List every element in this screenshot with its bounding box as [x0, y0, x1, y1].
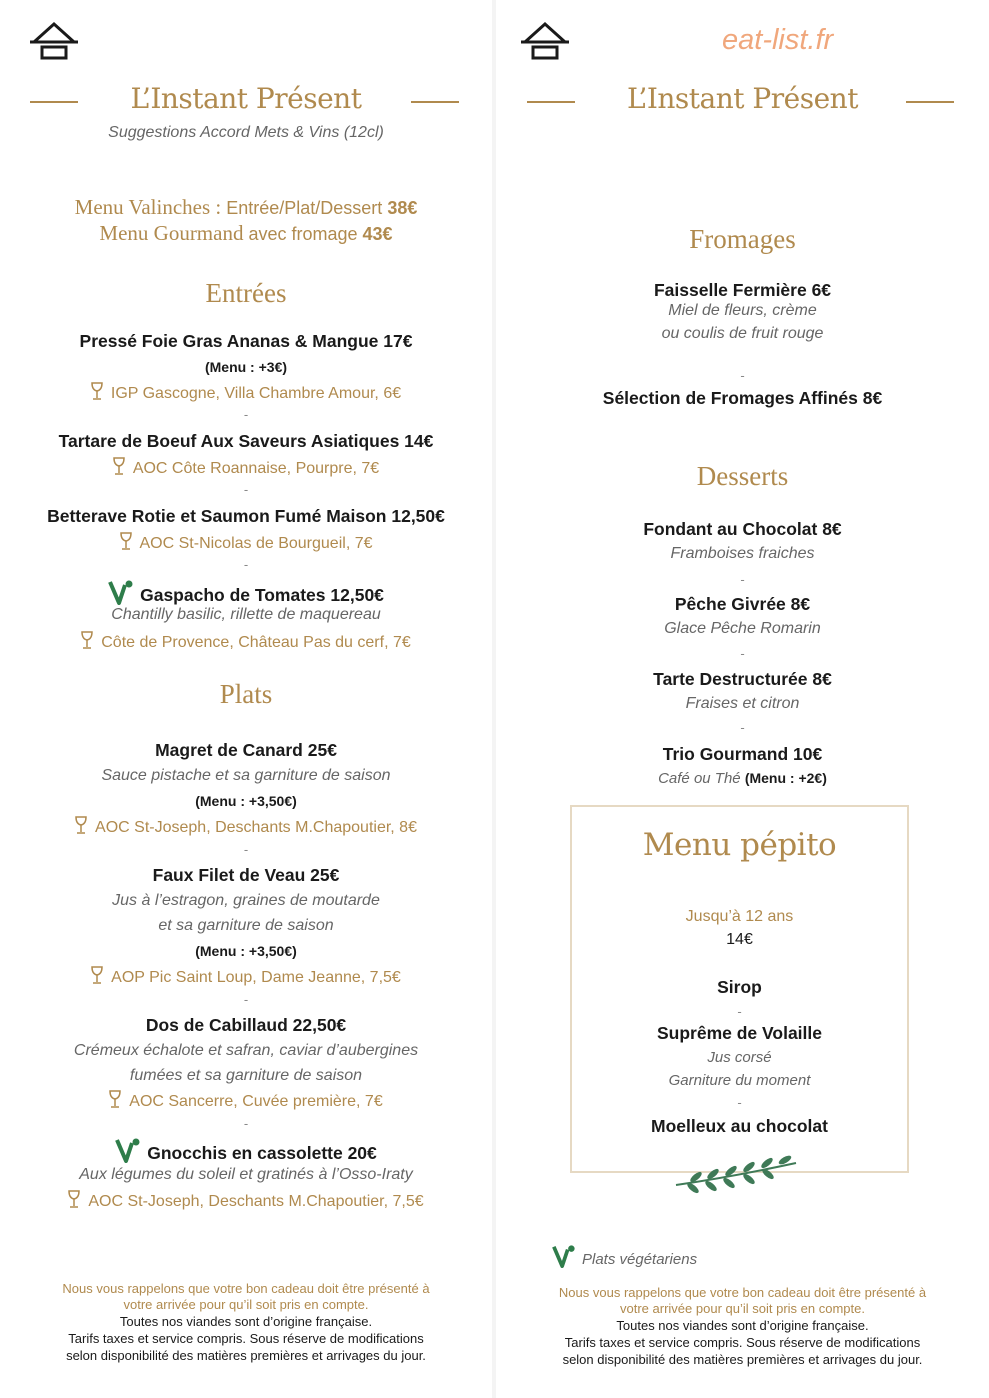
wine-glass-icon — [91, 966, 103, 984]
section-title-fromages: Fromages — [689, 224, 796, 254]
menu-valinches-desc: Entrée/Plat/Dessert — [221, 198, 388, 218]
fromage-name: Sélection de Fromages Affinés 8€ — [602, 388, 883, 408]
fromage-name: Faisselle Fermière 6€ — [653, 280, 832, 300]
wine-glass-icon — [113, 457, 125, 475]
vegetarian-icon — [108, 579, 134, 605]
dish-description: Café ou Thé — [658, 770, 745, 787]
wine-glass-icon — [75, 816, 87, 834]
title-rule-right — [906, 101, 954, 103]
wine-label: AOC St-Joseph, Deschants M.Chapoutier, 8€ — [95, 819, 417, 836]
footer-tax-line1: Tarifs taxes et service compris. Sous réserve de modifications — [564, 1335, 921, 1350]
plat-name: Faux Filet de Veau 25€ — [152, 865, 340, 885]
watermark: eat-list.fr — [722, 24, 834, 56]
footer-gift-line2: votre arrivée pour qu’il soit pris en compte. — [620, 1301, 865, 1316]
dish-description: Jus corsé — [707, 1049, 772, 1066]
pepito-item: Moelleux au chocolat — [651, 1116, 828, 1136]
pepito-item: Sirop — [717, 977, 762, 997]
plat-name: Magret de Canard 25€ — [155, 740, 337, 760]
page-title: L’Instant Présent — [627, 82, 858, 115]
separator: - — [737, 1004, 742, 1019]
separator: - — [740, 646, 745, 661]
dish-description: Jus à l’estragon, graines de moutarde — [112, 892, 380, 909]
menu-gourmand-line — [0, 221, 492, 246]
entree-name: Tartare de Boeuf Aux Saveurs Asiatiques 14€ — [58, 431, 434, 451]
menu-valinches-name: Menu Valinches : — [74, 195, 222, 219]
wine-label: Côte de Provence, Château Pas du cerf, 7€ — [101, 634, 411, 651]
separator: - — [243, 482, 249, 497]
separator: - — [737, 1095, 742, 1110]
footer-gift-line1: Nous vous rappelons que votre bon cadeau doit être présenté à — [62, 1281, 430, 1296]
footer-origin: Toutes nos viandes sont d’origine française. — [616, 1318, 869, 1333]
menu-gourmand-name: Menu Gourmand — [99, 221, 244, 245]
plat-name: Dos de Cabillaud 22,50€ — [145, 1015, 347, 1035]
dessert-description-line — [496, 770, 989, 788]
dessert-name: Fondant au Chocolat 8€ — [643, 519, 842, 539]
pepito-title: Menu pépito — [642, 827, 837, 863]
footer-notice — [0, 1281, 492, 1364]
wine-pairing — [0, 1190, 492, 1211]
entree-name-vegetarian — [0, 579, 492, 606]
wine-label: AOC St-Joseph, Deschants M.Chapoutier, 7,5€ — [88, 1193, 424, 1210]
dessert-name: Trio Gourmand 10€ — [662, 744, 823, 764]
wine-pairing — [0, 457, 492, 478]
dish-description: Glace Pêche Romarin — [664, 620, 821, 637]
separator: - — [740, 720, 745, 735]
dish-description-line2: et sa garniture de saison — [158, 917, 334, 934]
vegetarian-icon — [115, 1137, 141, 1163]
menu-valinches-price: 38€ — [387, 198, 418, 218]
house-logo-icon — [521, 20, 569, 60]
footer-origin: Toutes nos viandes sont d’origine française. — [119, 1314, 373, 1329]
section-title-plats: Plats — [219, 679, 273, 709]
wine-pairing — [0, 382, 492, 403]
wine-label: AOC Sancerre, Cuvée première, 7€ — [129, 1093, 383, 1110]
dessert-name: Pêche Givrée 8€ — [674, 594, 811, 614]
dessert-menu-supplement: (Menu : +2€) — [744, 770, 827, 786]
dessert-name: Tarte Destructurée 8€ — [653, 669, 832, 689]
wine-glass-icon — [109, 1090, 121, 1108]
dish-description-line2: ou coulis de fruit rouge — [661, 325, 824, 342]
footer-gift-line1: Nous vous rappelons que votre bon cadeau doit être présenté à — [558, 1285, 927, 1300]
menu-pepito-box — [570, 805, 909, 1173]
separator: - — [740, 572, 745, 587]
wine-pairing — [0, 532, 492, 553]
footer-tax-line2: selon disponibilité des matières premières et arrivages du jour. — [66, 1348, 426, 1363]
page-title: L’Instant Présent — [130, 82, 362, 115]
separator: - — [243, 992, 249, 1007]
wine-pairing — [0, 816, 492, 837]
section-title-entrees: Entrées — [205, 278, 287, 308]
page-subtitle: Suggestions Accord Mets & Vins (12cl) — [108, 124, 384, 141]
separator: - — [243, 842, 249, 857]
dish-description-line2: fumées et sa garniture de saison — [129, 1067, 363, 1084]
footer-gift-line2: votre arrivée pour qu’il soit pris en compte. — [123, 1297, 369, 1312]
dish-description: Framboises fraiches — [670, 545, 815, 562]
separator: - — [740, 368, 745, 383]
left-menu-page — [0, 0, 492, 1398]
dish-description: Miel de fleurs, crème — [668, 302, 817, 319]
menu-gourmand-desc: avec fromage — [243, 224, 363, 244]
wine-label: AOC Côte Roannaise, Pourpre, 7€ — [132, 460, 380, 477]
wine-label: AOP Pic Saint Loup, Dame Jeanne, 7,5€ — [111, 969, 401, 986]
wine-pairing — [0, 1090, 492, 1111]
plat-name-vegetarian — [0, 1137, 492, 1164]
entree-menu-supplement: (Menu : +3€) — [204, 359, 288, 375]
dish-description: Fraises et citron — [685, 695, 800, 712]
wine-glass-icon — [120, 532, 132, 550]
dish-description: Chantilly basilic, rillette de maquereau — [111, 606, 381, 623]
house-logo-icon — [30, 20, 78, 60]
plat-menu-supplement: (Menu : +3,50€) — [195, 793, 297, 809]
wine-glass-icon — [68, 1190, 80, 1208]
wine-glass-icon — [81, 631, 93, 649]
wine-pairing — [0, 631, 492, 652]
separator: - — [243, 557, 249, 572]
separator: - — [243, 1116, 249, 1131]
section-title-desserts: Desserts — [696, 461, 789, 491]
pepito-price: 14€ — [726, 931, 753, 948]
dish-label: Gaspacho de Tomates 12,50€ — [140, 585, 384, 605]
plat-menu-supplement: (Menu : +3,50€) — [195, 943, 297, 959]
vegetarian-legend — [552, 1244, 697, 1269]
olive-branch-icon — [671, 1155, 801, 1195]
vegetarian-icon — [552, 1244, 576, 1268]
dish-description-line2: Garniture du moment — [668, 1072, 811, 1089]
footer-tax-line1: Tarifs taxes et service compris. Sous réserve de modifications — [68, 1331, 424, 1346]
title-rule-right — [411, 101, 459, 103]
wine-glass-icon — [91, 382, 103, 400]
right-menu-page — [496, 0, 989, 1398]
wine-label: IGP Gascogne, Villa Chambre Amour, 6€ — [110, 385, 402, 402]
vegetarian-legend-label: Plats végétariens — [582, 1251, 698, 1268]
menu-valinches-line — [0, 195, 492, 220]
pepito-age: Jusqu’à 12 ans — [685, 908, 794, 925]
wine-pairing — [0, 966, 492, 987]
pepito-item: Suprême de Volaille — [656, 1023, 822, 1043]
menu-gourmand-price: 43€ — [362, 224, 393, 244]
footer-notice — [496, 1285, 989, 1368]
entree-name: Pressé Foie Gras Ananas & Mangue 17€ — [79, 331, 413, 351]
footer-tax-line2: selon disponibilité des matières premières et arrivages du jour. — [562, 1352, 923, 1367]
separator: - — [243, 407, 249, 422]
dish-description: Crémeux échalote et safran, caviar d’aubergines — [73, 1042, 419, 1059]
entree-name: Betterave Rotie et Saumon Fumé Maison 12,50€ — [47, 506, 445, 526]
wine-label: AOC St-Nicolas de Bourgueil, 7€ — [139, 535, 373, 552]
dish-description: Sauce pistache et sa garniture de saison — [101, 767, 391, 784]
dish-label: Gnocchis en cassolette 20€ — [147, 1143, 377, 1163]
dish-description: Aux légumes du soleil et gratinés à l’Osso-Iraty — [79, 1166, 413, 1183]
